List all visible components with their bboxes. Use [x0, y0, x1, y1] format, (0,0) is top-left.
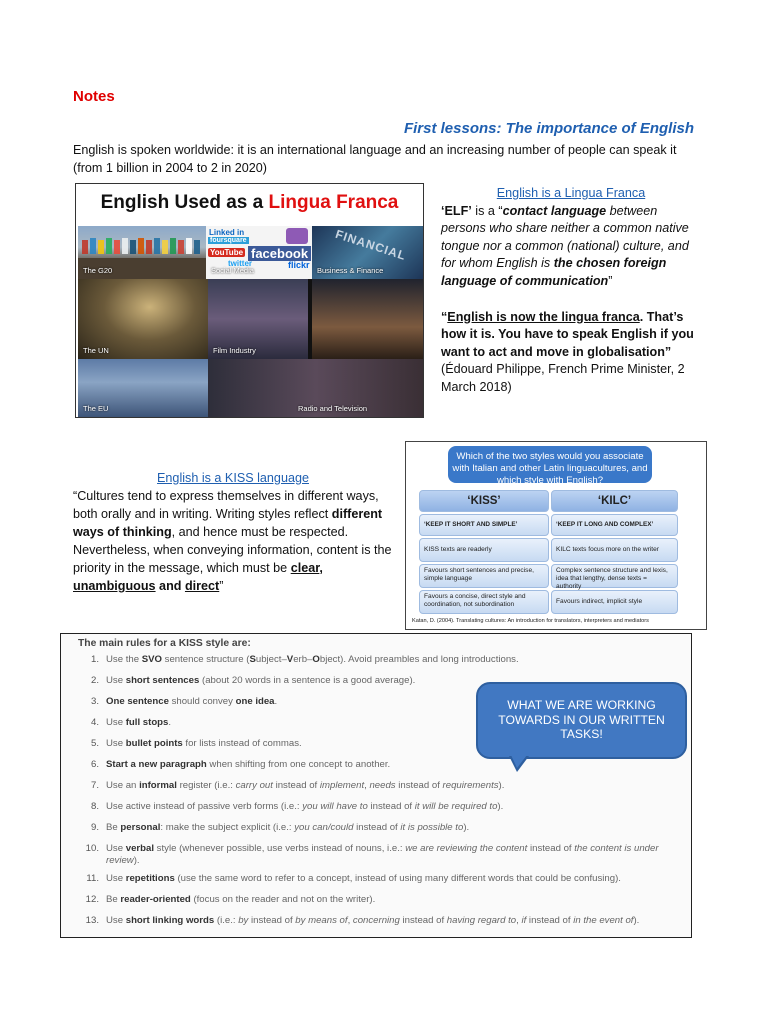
foursquare-logo: foursquare	[210, 237, 247, 244]
kiss-text: , and hence must be respected. Nevertheless, when conveying information, content is the priority in the message, which must be	[73, 525, 392, 575]
rule-number: 11.	[86, 873, 99, 884]
tile-caption: Radio and Television	[298, 404, 368, 413]
rule-text: Use an informal register (i.e.: carry out instead of implement, needs instead of requirements).	[106, 780, 505, 791]
citation: Katan, D. (2004). Translating cultures: An introduction for translators, interpreters and mediators	[412, 618, 649, 624]
kiss-row: KISS texts are readerly	[419, 538, 549, 562]
rule-number: 7.	[90, 780, 99, 791]
elf-term: ‘ELF’	[441, 203, 472, 218]
kiss-text: “Cultures tend to express themselves in different ways, both orally and in writing. Writing styles reflect	[73, 489, 379, 521]
callout-bubble: WHAT WE ARE WORKING TOWARDS IN OUR WRITTEN TASKS!	[476, 682, 687, 759]
elf-definition	[441, 203, 701, 291]
facebook-logo: facebook	[248, 246, 311, 261]
rule-item	[81, 915, 681, 927]
image-title	[76, 184, 423, 226]
kiss-row: Favours short sentences and precise, simple language	[419, 564, 549, 588]
rule-item	[81, 759, 681, 771]
kiss-column	[73, 469, 393, 595]
quote-text: . That’s how it is. You have to speak English if you want to act and move in globalisation”	[441, 309, 694, 359]
rule-number: 13.	[85, 915, 99, 926]
rule-text: Use short sentences (about 20 words in a sentence is a good average).	[106, 675, 416, 686]
kiss-heading-link[interactable]: English is a KISS language	[157, 471, 309, 485]
kiss-rules-image	[60, 633, 692, 938]
rule-text: Use bullet points for lists instead of commas.	[106, 738, 302, 749]
kilc-row: Favours indirect, implicit style	[551, 590, 678, 614]
rule-item	[81, 894, 681, 906]
kiss-bold: different ways of thinking	[73, 507, 383, 539]
tile-caption: The UN	[83, 346, 109, 355]
kilc-header: ‘KILC’	[551, 490, 678, 512]
kiss-paragraph	[73, 487, 393, 595]
tile-academy-stage	[312, 279, 423, 359]
rule-text: Use the SVO sentence structure (Subject–Verb–Object). Avoid preambles and long introductions.	[106, 654, 519, 665]
tile-caption: The EU	[83, 404, 109, 413]
rule-text: Use repetitions (use the same word to refer to a concept, instead of using many different words that could be confusing).	[106, 873, 621, 884]
rule-number: 1.	[90, 654, 99, 665]
rule-number: 2.	[90, 675, 99, 686]
quote-attribution: (Édouard Philippe, French Prime Minister, 2 March 2018)	[441, 362, 685, 394]
rule-text: Use verbal style (whenever possible, use verbs instead of nouns, i.e.: we are reviewing the content instead of the content is under review).	[106, 843, 659, 866]
rule-text: Be personal: make the subject explicit (i.e.: you can/could instead of it is possible to).	[106, 822, 470, 833]
kiss-subheader: ‘KEEP IT SHORT AND SIMPLE’	[419, 514, 549, 536]
elf-emphasis: the chosen foreign language of communication	[441, 256, 667, 288]
kiss-kilc-table-image	[405, 441, 707, 630]
elf-heading-link[interactable]: English is a Lingua Franca	[496, 186, 646, 200]
kiss-text: ”	[219, 579, 224, 593]
financial-word: FINANCIAL	[333, 226, 409, 264]
rule-text: Start a new paragraph when shifting from one concept to another.	[106, 759, 391, 770]
intro-paragraph: English is spoken worldwide: it is an international language and an increasing number of people can speak it (from 1 billion in 2004 to 2 in 2020)	[73, 143, 677, 175]
kiss-bold-direct: direct	[184, 579, 220, 593]
rule-text: One sentence should convey one idea.	[106, 696, 278, 707]
tile-caption: Film Industry	[213, 346, 256, 355]
elf-text: is a “	[471, 203, 503, 218]
rule-item	[81, 822, 681, 834]
kiss-separator: and	[155, 579, 185, 593]
rule-item	[81, 843, 681, 867]
tile-un	[78, 279, 208, 359]
rule-number: 8.	[90, 801, 99, 812]
tile-film-industry	[208, 279, 312, 359]
rule-number: 9.	[90, 822, 99, 833]
question-bubble: Which of the two styles would you associate with Italian and other Latin linguacultures, and which style with English?	[448, 446, 652, 483]
rule-text: Use full stops.	[106, 717, 172, 728]
rule-item	[81, 801, 681, 813]
rule-item	[81, 780, 681, 792]
image-title-prefix: English Used as a	[100, 192, 264, 213]
elf-text: ”	[608, 273, 613, 288]
kiss-separator: ,	[319, 561, 323, 575]
kiss-row: Favours a concise, direct style and coordination, not subordination	[419, 590, 549, 614]
callout-tail-fill	[511, 755, 527, 768]
kilc-subheader: ‘KEEP IT LONG AND COMPLEX’	[551, 514, 678, 536]
rule-number: 5.	[90, 738, 99, 749]
linkedin-logo: Linked in	[209, 228, 245, 237]
quote-mark: “	[441, 309, 448, 324]
rule-text: Be reader-oriented (focus on the reader and not on the writer).	[106, 894, 376, 905]
section-title: First lessons: The importance of English	[403, 120, 694, 137]
elf-column	[441, 185, 701, 397]
tile-caption: Social Media	[211, 266, 254, 275]
kiss-bold-unambiguous: unambiguous	[73, 579, 156, 593]
rule-number: 12.	[85, 894, 99, 905]
tile-business-finance	[312, 226, 423, 279]
image-title-highlight: Lingua Franca	[268, 192, 399, 213]
twitter-logo: twitter	[228, 259, 252, 268]
elf-text: between persons who share neither a common native tongue nor a common (national) culture, and for whom English is	[441, 203, 689, 271]
rule-text: Use active instead of passive verb forms (i.e.: you will have to instead of it will be required to).	[106, 801, 504, 812]
notes-heading: Notes	[73, 88, 115, 105]
instagram-icon	[286, 228, 308, 244]
elf-emphasis: contact language	[502, 203, 607, 218]
flickr-logo: flickr	[288, 260, 310, 270]
kiss-bold-clear: clear	[290, 561, 320, 575]
rule-number: 6.	[90, 759, 99, 770]
quote-underlined: English is now the lingua franca	[447, 309, 640, 324]
tile-social-media	[206, 226, 312, 279]
tile-radio-television	[208, 359, 423, 417]
rules-title: The main rules for a KISS style are:	[78, 638, 251, 649]
kiss-header: ‘KISS’	[419, 490, 549, 512]
kilc-row: KILC texts focus more on the writer	[551, 538, 678, 562]
kilc-row: Complex sentence structure and lexis, idea that lengthy, dense texts = authority	[551, 564, 678, 588]
rule-number: 3.	[90, 696, 99, 707]
lingua-franca-image	[75, 183, 424, 418]
philippe-quote	[441, 309, 701, 362]
rule-item	[81, 873, 681, 885]
tile-caption: The G20	[83, 266, 113, 275]
tile-eu	[78, 359, 208, 417]
tile-caption: Business & Finance	[317, 266, 384, 275]
rule-number: 4.	[90, 717, 99, 728]
rule-item	[81, 654, 681, 666]
rule-text: Use short linking words (i.e.: by instead of by means of, concerning instead of having regard to, if instead of in the event of).	[106, 915, 640, 926]
tile-g20	[78, 226, 206, 279]
youtube-logo: YouTube	[210, 248, 244, 257]
rule-number: 10.	[85, 843, 99, 854]
